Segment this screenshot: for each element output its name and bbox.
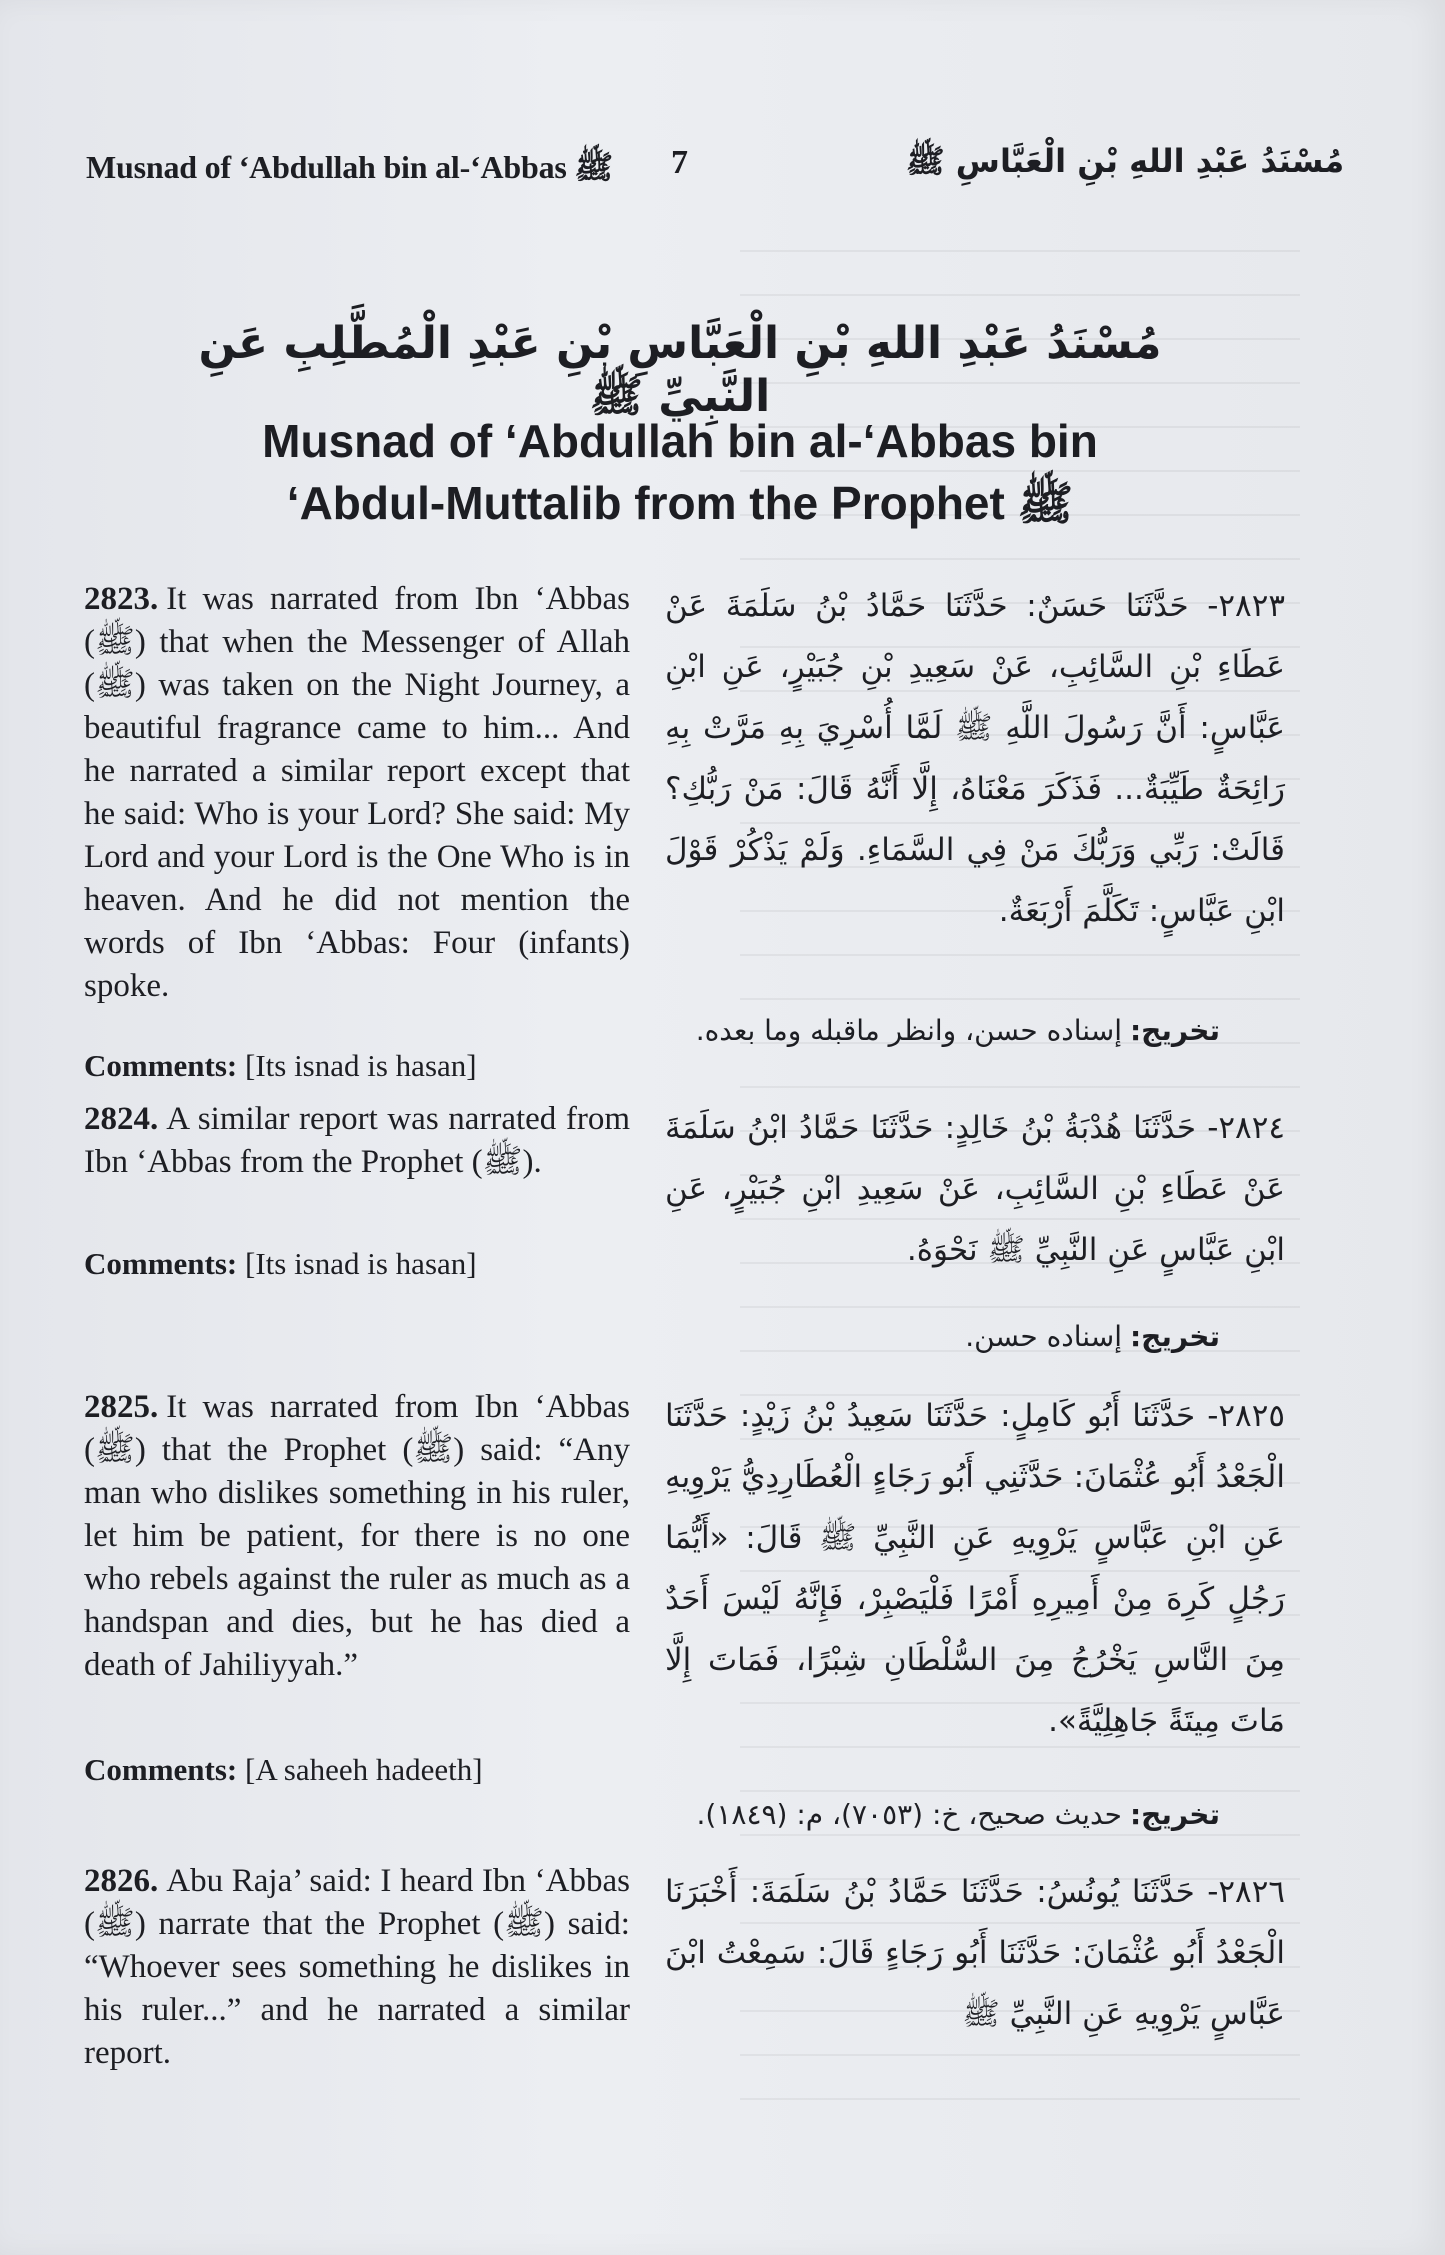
takhrij-label: تخريج: xyxy=(1129,1320,1220,1353)
takhrij-label: تخريج: xyxy=(1129,1798,1220,1831)
takhrij-text: إسناده حسن. xyxy=(965,1320,1122,1353)
header-arabic-title: مُسْنَدُ عَبْدِ اللهِ بْنِ الْعَبَّاسِ ﷺ xyxy=(906,142,1345,180)
hadith-2825-takhrij xyxy=(420,1796,1220,1834)
hadith-number: 2825. xyxy=(84,1389,159,1425)
hadith-2823-takhrij xyxy=(420,1012,1220,1050)
section-title-arabic: مُسْنَدُ عَبْدِ اللهِ بْنِ الْعَبَّاسِ بْنِ عَبْدِ الْمُطَّلِبِ عَنِ النَّبِيِّ ﷺ xyxy=(198,318,1162,422)
header-english-title: Musnad of ‘Abdullah bin al-‘Abbas ﷺ xyxy=(86,149,614,185)
hadith-2825-comments xyxy=(84,1752,483,1788)
hadith-2823-english xyxy=(84,578,630,1008)
hadith-2824-english xyxy=(84,1098,630,1184)
comments-label: Comments: xyxy=(84,1048,238,1083)
hadith-text: A similar report was narrated from Ibn ‘Abbas from the Prophet (ﷺ). xyxy=(84,1101,630,1180)
comments-text: [Its isnad is hasan] xyxy=(245,1246,477,1281)
comments-text: [Its isnad is hasan] xyxy=(245,1048,477,1083)
section-title-english xyxy=(160,410,1200,534)
hadith-text: It was narrated from Ibn ‘Abbas (ﷺ) that when the Messenger of Allah (ﷺ) was taken on the Night Journey, a beautiful fragrance came to him... And he narrated a similar report except that he said: Who is your Lord? She said: My Lord and your Lord is the One Who is in heaven. And he did not mention the words of Ibn ‘Abbas: Four (infants) spoke. xyxy=(84,581,630,1004)
hadith-2824-comments xyxy=(84,1246,477,1282)
hadith-2826-arabic: ٢٨٢٦- حَدَّثَنَا يُونُسُ: حَدَّثَنَا حَمَّادُ بْنُ سَلَمَةَ: أَخْبَرَنَا الْجَعْدُ أَبُو عُثْمَانَ: حَدَّثَنَا أَبُو رَجَاءٍ قَالَ: سَمِعْتُ ابْنَ عَبَّاسٍ يَرْوِيهِ عَنِ النَّبِيِّ ﷺ xyxy=(665,1874,1285,2032)
hadith-2823-arabic: ٢٨٢٣- حَدَّثَنَا حَسَنٌ: حَدَّثَنَا حَمَّادُ بْنُ سَلَمَةَ عَنْ عَطَاءِ بْنِ السَّائِبِ، عَنْ سَعِيدِ بْنِ جُبَيْرٍ، عَنِ ابْنِ عَبَّاسٍ: أَنَّ رَسُولَ اللَّهِ ﷺ لَمَّا أُسْرِيَ بِهِ مَرَّتْ بِهِ رَائِحَةٌ طَيِّبَةٌ... فَذَكَرَ مَعْنَاهُ، إِلَّا أَنَّهُ قَالَ: مَنْ رَبُّكِ؟ قَالَتْ: رَبِّي وَرَبُّكَ مَنْ فِي السَّمَاءِ. وَلَمْ يَذْكُرْ قَوْلَ ابْنِ عَبَّاسٍ: تَكَلَّمَ أَرْبَعَةٌ. xyxy=(665,588,1285,929)
page-number: 7 xyxy=(671,144,688,181)
takhrij-text: إسناده حسن، وانظر ماقبله وما بعده. xyxy=(695,1014,1122,1047)
hadith-number: 2824. xyxy=(84,1101,159,1137)
hadith-2824-takhrij xyxy=(420,1318,1220,1356)
section-title-english-line1: Musnad of ‘Abdullah bin al-‘Abbas bin xyxy=(262,415,1098,467)
hadith-2825-arabic: ٢٨٢٥- حَدَّثَنَا أَبُو كَامِلٍ: حَدَّثَنَا سَعِيدُ بْنُ زَيْدٍ: حَدَّثَنَا الْجَعْدُ أَبُو عُثْمَانَ: حَدَّثَنِي أَبُو رَجَاءٍ الْعُطَارِدِيُّ يَرْوِيهِ عَنِ ابْنِ عَبَّاسٍ يَرْوِيهِ عَنِ النَّبِيِّ ﷺ قَالَ: «أَيُّمَا رَجُلٍ كَرِهَ مِنْ أَمِيرِهِ أَمْرًا فَلْيَصْبِرْ، فَإِنَّهُ لَيْسَ أَحَدٌ مِنَ النَّاسِ يَخْرُجُ مِنَ السُّلْطَانِ شِبْرًا، فَمَاتَ إِلَّا مَاتَ مِيتَةً جَاهِلِيَّةً». xyxy=(665,1398,1285,1739)
comments-label: Comments: xyxy=(84,1752,238,1787)
hadith-2826-english xyxy=(84,1860,630,2075)
hadith-number: 2823. xyxy=(84,581,159,617)
hadith-text: It was narrated from Ibn ‘Abbas (ﷺ) that the Prophet (ﷺ) said: “Any man who dislikes something in his ruler, let him be patient, for there is no one who rebels against the ruler as much as a handspan and dies, but he has died a death of Jahiliyyah.” xyxy=(84,1389,631,1683)
hadith-2825-english xyxy=(84,1386,630,1687)
comments-label: Comments: xyxy=(84,1246,238,1281)
takhrij-text: حديث صحيح، خ: (٧٠٥٣)، م: (١٨٤٩). xyxy=(696,1798,1122,1831)
running-header xyxy=(86,140,1345,190)
hadith-2824-arabic: ٢٨٢٤- حَدَّثَنَا هُدْبَةُ بْنُ خَالِدٍ: حَدَّثَنَا حَمَّادُ ابْنُ سَلَمَةَ عَنْ عَطَاءِ بْنِ السَّائِبِ، عَنْ سَعِيدِ ابْنِ جُبَيْرٍ، عَنِ ابْنِ عَبَّاسٍ عَنِ النَّبِيِّ ﷺ نَحْوَهُ. xyxy=(665,1110,1285,1268)
comments-text: [A saheeh hadeeth] xyxy=(245,1752,483,1787)
hadith-2823-comments xyxy=(84,1048,477,1084)
section-title-english-line2: ‘Abdul-Muttalib from the Prophet ﷺ xyxy=(286,477,1074,529)
takhrij-label: تخريج: xyxy=(1129,1014,1220,1047)
hadith-text: Abu Raja’ said: I heard Ibn ‘Abbas (ﷺ) narrate that the Prophet (ﷺ) said: “Whoever sees something he dislikes in his ruler...” and he narrated a similar report. xyxy=(84,1863,630,2071)
hadith-number: 2826. xyxy=(84,1863,159,1899)
